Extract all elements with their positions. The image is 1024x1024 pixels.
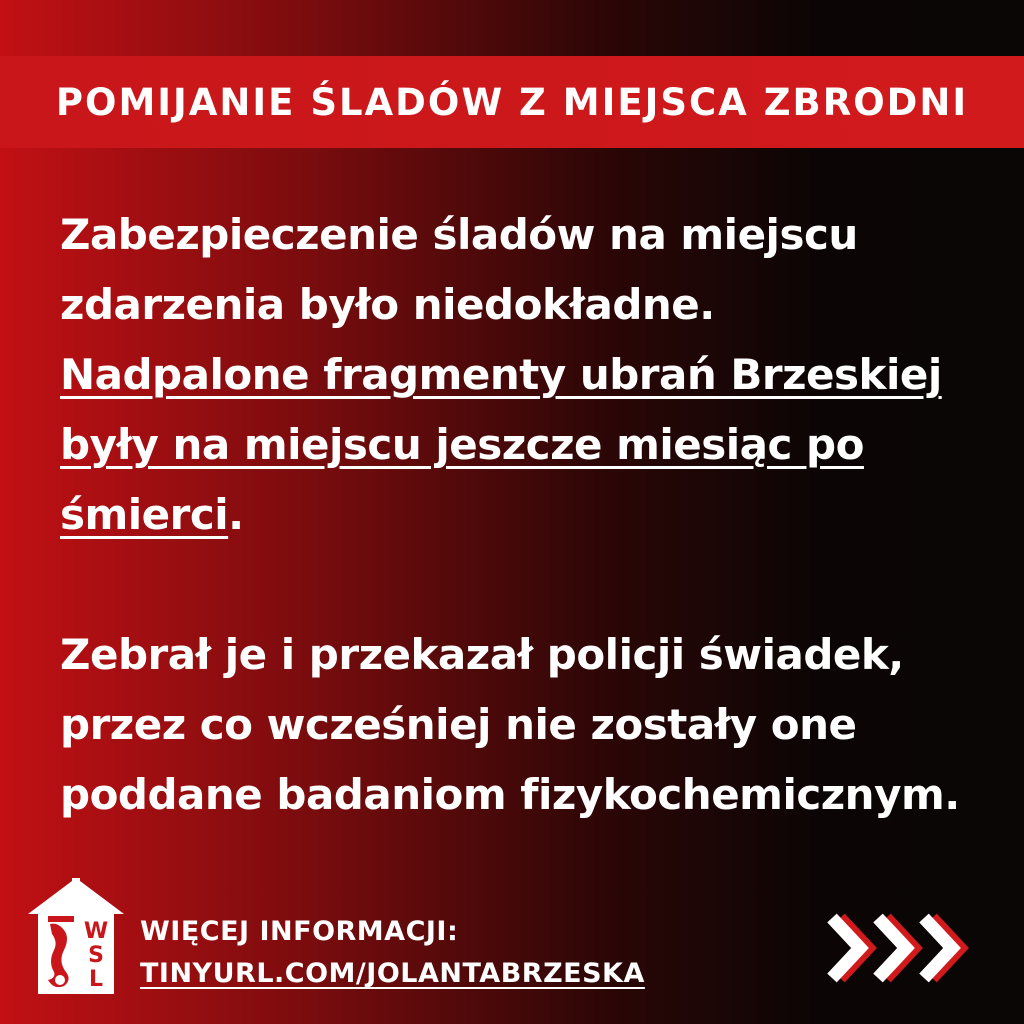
wsl-logo-icon	[26, 876, 126, 996]
page-title: POMIJANIE ŚLADÓW Z MIEJSCA ZBRODNI	[55, 80, 969, 124]
logo-letter-l: L	[88, 967, 104, 992]
underlined-line-2: były na miejscu jeszcze miesiąc po	[60, 420, 864, 469]
more-info-link[interactable]: TINYURL.COM/JOLANTABRZESKA	[140, 958, 645, 989]
more-info-label: WIĘCEJ INFORMACJI:	[140, 916, 459, 947]
paragraph-1	[60, 200, 990, 550]
p2-line1: Zebrał je i przekazał policji świadek,	[60, 630, 904, 679]
underlined-line-3: śmierci	[60, 490, 229, 539]
logo-letter-w: W	[83, 919, 109, 944]
p2-line2: przez co wcześniej nie zostały one	[60, 700, 857, 749]
header-banner	[0, 56, 1024, 148]
p1-line2: zdarzenia było niedokładne.	[60, 280, 715, 329]
underlined-line-1: Nadpalone fragmenty ubrań Brzeskiej	[60, 350, 942, 399]
triple-chevron-right-icon[interactable]	[826, 910, 998, 986]
p1-line1: Zabezpieczenie śladów na miejscu	[60, 210, 858, 259]
p1-period: .	[228, 490, 244, 539]
main-text	[60, 200, 990, 830]
p2-line3: poddane badaniom fizykochemicznym.	[60, 770, 960, 819]
logo-letter-s: S	[88, 943, 104, 968]
paragraph-2	[60, 620, 990, 830]
